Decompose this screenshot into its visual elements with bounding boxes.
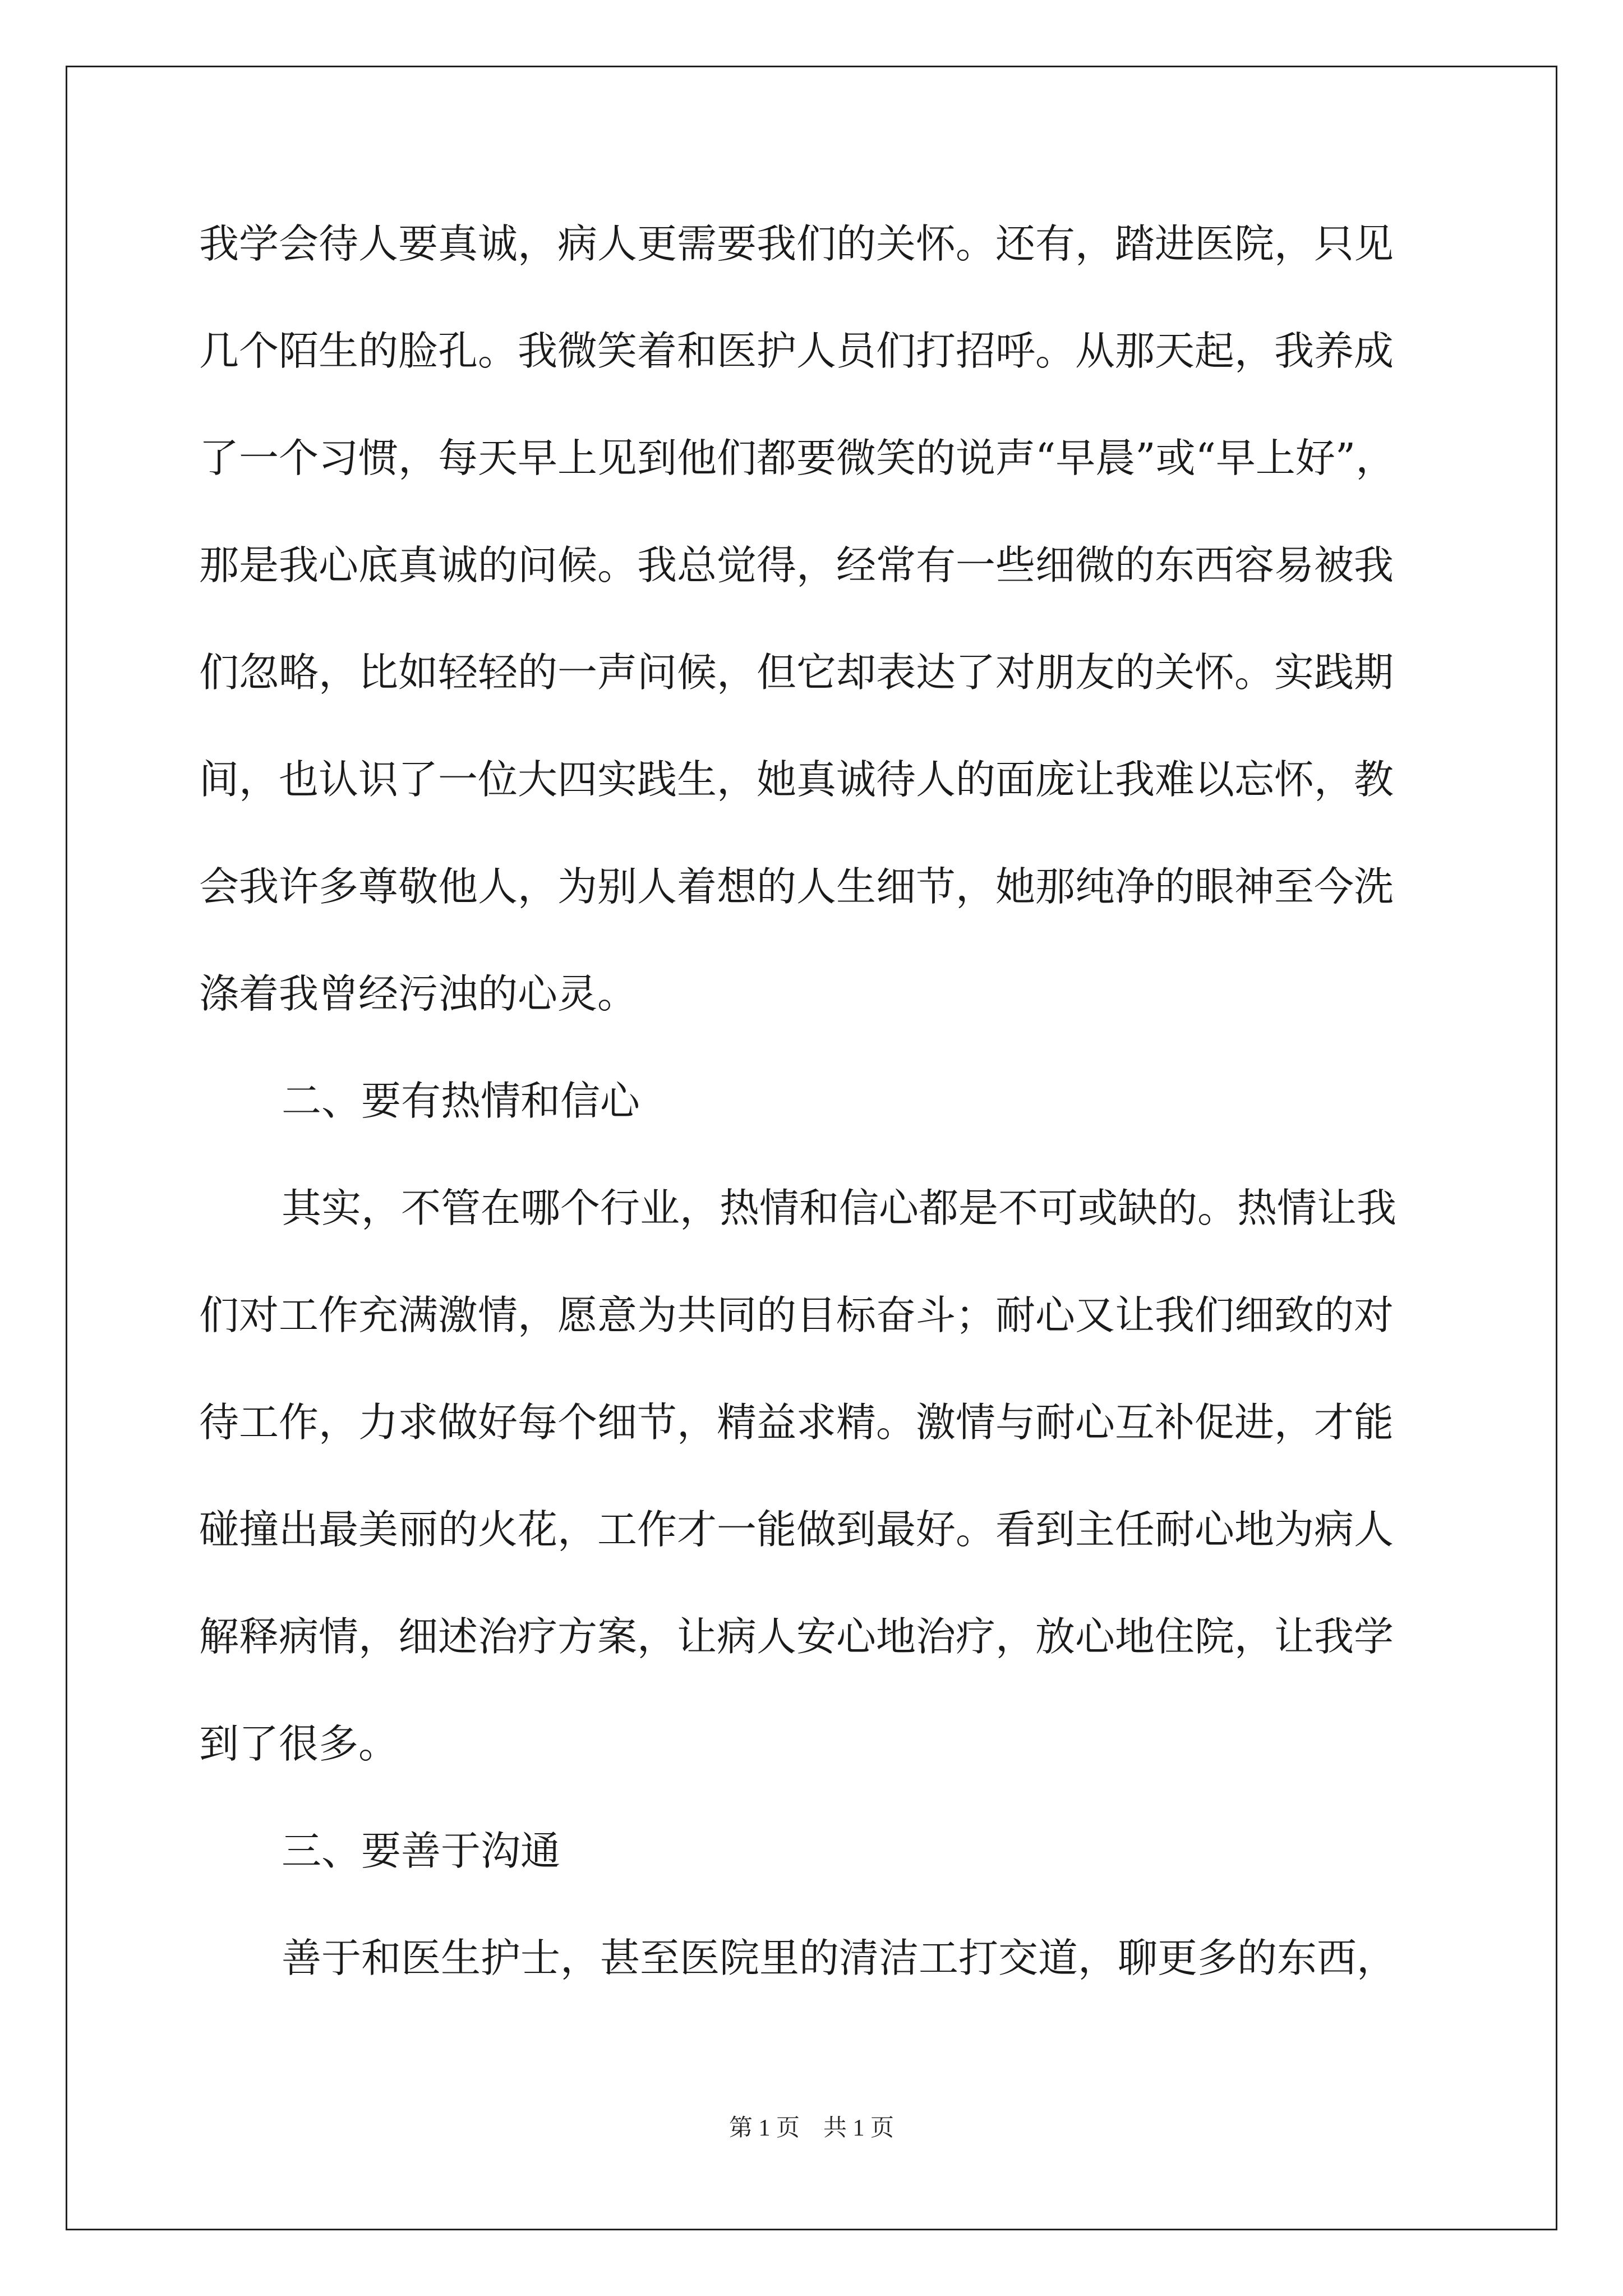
text-line: 们忽略，比如轻轻的一声问候，但它却表达了对朋友的关怀。实践期 xyxy=(199,649,1394,696)
text-line: 间，也认识了一位大四实践生，她真诚待人的面庞让我难以忘怀，教 xyxy=(199,756,1394,803)
text-line: 几个陌生的脸孔。我微笑着和医护人员们打招呼。从那天起，我养成 xyxy=(199,328,1394,374)
text-line: 会我许多尊敬他人，为别人着想的人生细节，她那纯净的眼神至今洗 xyxy=(199,863,1394,910)
section-heading: 三、要善于沟通 xyxy=(282,1828,561,1874)
page-number: 第 1 页 共 1 页 xyxy=(728,2115,894,2141)
section-heading: 二、要有热情和信心 xyxy=(282,1078,640,1124)
text-line: 涤着我曾经污浊的心灵。 xyxy=(199,970,638,1017)
text-line: 我学会待人要真诚，病人更需要我们的关怀。还有，踏进医院，只见 xyxy=(199,220,1394,267)
text-line: 们对工作充满激情，愿意为共同的目标奋斗；耐心又让我们细致的对 xyxy=(199,1292,1394,1338)
text-line: 待工作，力求做好每个细节，精益求精。激情与耐心互补促进，才能 xyxy=(199,1399,1394,1446)
text-line: 那是我心底真诚的问候。我总觉得，经常有一些细微的东西容易被我 xyxy=(199,542,1394,588)
text-line: 其实，不管在哪个行业，热情和信心都是不可或缺的。热情让我 xyxy=(282,1185,1397,1231)
text-line: 解释病情，细述治疗方案，让病人安心地治疗，放心地住院，让我学 xyxy=(199,1613,1394,1660)
text-line: 善于和医生护士，甚至医院里的清洁工打交道，聊更多的东西， xyxy=(282,1935,1397,1981)
text-line: 了一个习惯，每天早上见到他们都要微笑的说声“早晨”或“早上好”， xyxy=(199,435,1396,481)
page-border xyxy=(66,66,1557,2230)
text-line: 碰撞出最美丽的火花，工作才一能做到最好。看到主任耐心地为病人 xyxy=(199,1506,1394,1553)
text-line: 到了很多。 xyxy=(199,1720,399,1767)
